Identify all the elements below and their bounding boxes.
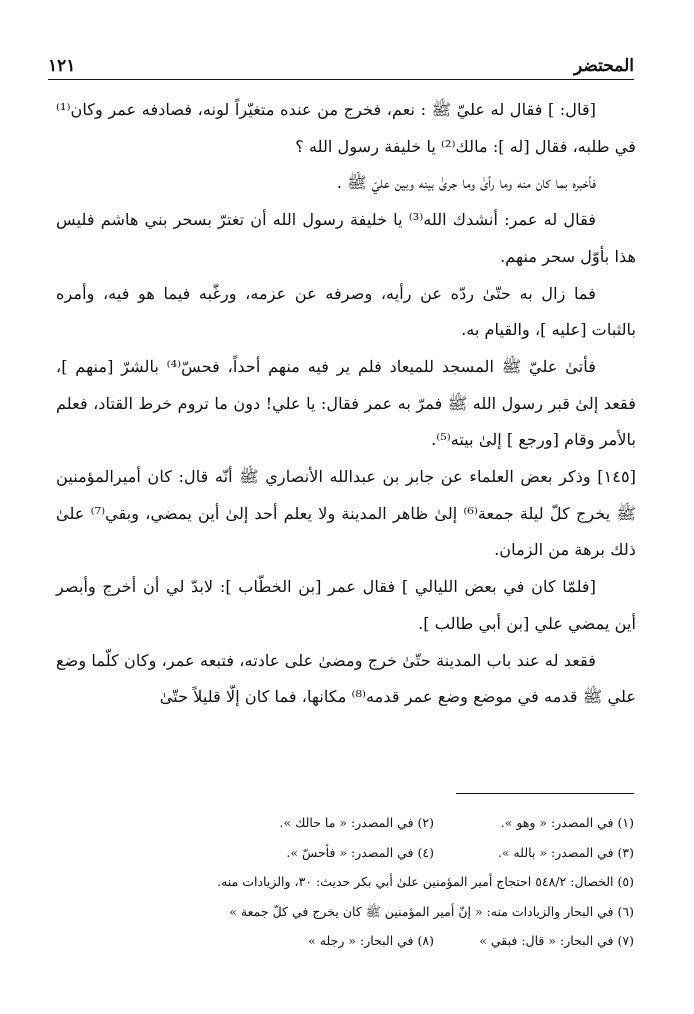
footnote-2: (٢) في المصدر: « ما حالك ». (279, 815, 434, 830)
footnote-5: (٥) الخصال: ٥٤٨/٢ احتجاج أمير المؤمنين علىٰ أبي بكر حديث: ٣٠، والزيادات منه. (217, 874, 634, 890)
paragraph: فقعد له عند باب المدينة حتّىٰ خرج ومضىٰ على عادته، فتبعه عمر، وكان كلّما وضع علي ﷺ قدمه في موضع وضع عمر قدمه⁽⁸⁾ مكانها، فما كان إلّا قليلاً حتّىٰ (56, 650, 636, 707)
footnote-4: (٤) في المصدر: « فأحسّ ». (286, 844, 434, 860)
footnote-row (60, 926, 634, 956)
footnote-row (60, 808, 634, 838)
paragraph: فقال له عمر: أنشدك الله⁽³⁾ يا خليفة رسول الله أن تغترّ بسحر بني هاشم فليس هذا بأوّل سحر منهم. (56, 210, 636, 266)
page-header (48, 40, 634, 76)
paragraph: [فلمّا كان في بعض الليالي ] فقال عمر [بن الخطّاب ]: لابدّ لي أن أخرج وأبصر أين يمضي علي [بن أبي طالب ]. (56, 577, 636, 633)
main-text (56, 92, 636, 716)
footnote-6: (٦) في البحار والزيادات منه: « إنّ أمير المؤمنين ﷺ كان يخرج في كلّ جمعة » (229, 903, 634, 919)
page-number: ١٢١ (48, 56, 76, 76)
paragraph: فما زال به حتّىٰ ردّه عن رأيه، وصرفه عن عزمه، ورغّبه فيما هو فيه، وأمره بالثبات [عليه ]، والقيام به. (56, 283, 636, 340)
footnote-8: (٨) في البحار: « رجله » (308, 933, 434, 949)
footnote-3: (٣) في المصدر: « بالله ». (497, 844, 634, 860)
footnote-7: (٧) في البحار: « قال: فبقي » (479, 933, 634, 949)
book-title: المحتضر (574, 56, 634, 76)
header-rule (48, 79, 634, 80)
paragraph: فأخبره بما كان منه وما رأىٰ وما جرىٰ بينه وبين عليّ ﷺ . (336, 173, 596, 193)
paragraph: [قال: ] فقال له عليّ ﷺ : نعم، فخرج من عنده متغيّراً لونه، فصادفه عمر وكان⁽¹⁾ في طلبه، فقال [له ]: مالك⁽²⁾ يا خليفة رسول الله ؟ (56, 100, 636, 156)
footnote-row (60, 838, 634, 868)
hadith-paragraph: [١٤٥] وذكر بعض العلماء عن جابر بن عبدالله الأنصاري ﷺ أنّه قال: كان أميرالمؤمنين ﷺ يخرج كلّ ليلة جمعة⁽⁶⁾ إلىٰ ظاهر المدينة ولا يعلم أحد إلىٰ أين يمضي، وبقي⁽⁷⁾ علىٰ ذلك برهة من الزمان. (56, 467, 636, 560)
footnotes (60, 808, 634, 956)
footnote-1: (١) في المصدر: « وهو ». (500, 815, 634, 830)
footnote-rule (456, 793, 634, 794)
paragraph: فأتىٰ عليّ ﷺ المسجد للميعاد فلم ير فيه منهم أحداً، فحسّ⁽⁴⁾ بالشرّ [منهم ]، فقعد إلىٰ قبر رسول الله ﷺ فمرّ به عمر فقال: يا علي! دون ما تروم خرط القتاد، فعلم بالأمر وقام [ورجع ] إلىٰ بيته⁽⁵⁾. (56, 356, 636, 450)
